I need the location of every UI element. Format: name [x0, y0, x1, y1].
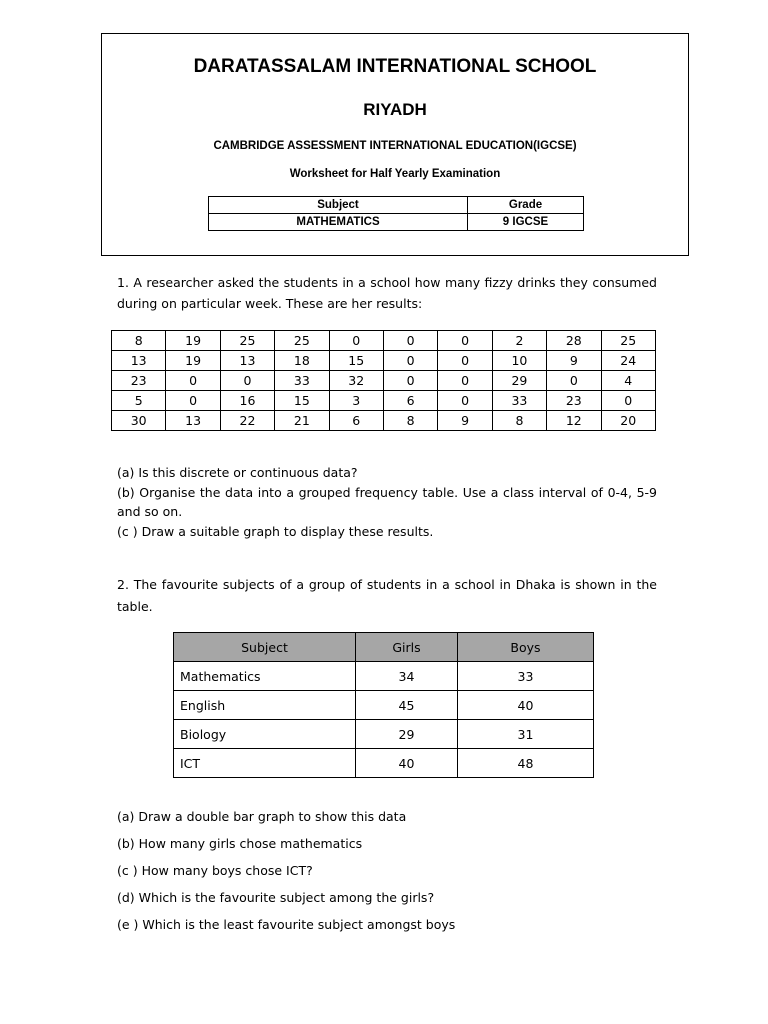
data-cell: 8 [383, 411, 437, 431]
subject-cell: ICT [174, 749, 356, 778]
worksheet-title: Worksheet for Half Yearly Examination [289, 168, 501, 180]
data-cell: 15 [275, 391, 329, 411]
fizzy-drinks-table [111, 330, 656, 431]
data-cell: 18 [275, 351, 329, 371]
col-subject: Subject [174, 633, 356, 662]
data-cell: 24 [601, 351, 655, 371]
table-row [112, 391, 656, 411]
data-cell: 5 [112, 391, 166, 411]
table-row [174, 720, 594, 749]
q1-part-b: (b) Organise the data into a grouped frequency table. Use a class interval of 0-4, 5-9 and so on. [117, 484, 657, 519]
data-cell: 19 [166, 351, 220, 371]
data-cell: 33 [492, 391, 546, 411]
girls-cell: 29 [356, 720, 458, 749]
q2-part-c: (c ) How many boys chose ICT? [117, 863, 313, 878]
girls-cell: 45 [356, 691, 458, 720]
data-cell: 10 [492, 351, 546, 371]
data-cell: 0 [601, 391, 655, 411]
question-2 [117, 574, 657, 618]
data-cell: 30 [112, 411, 166, 431]
data-cell: 19 [166, 331, 220, 351]
question-2-parts [117, 803, 455, 938]
q2-part-e: (e ) Which is the least favourite subject amongst boys [117, 917, 456, 932]
subject-grade-table [208, 196, 584, 231]
data-cell: 0 [220, 371, 274, 391]
data-cell: 0 [383, 351, 437, 371]
data-cell: 0 [438, 351, 492, 371]
school-name: DARATASSALAM INTERNATIONAL SCHOOL [193, 56, 597, 77]
col-girls: Girls [356, 633, 458, 662]
data-cell: 21 [275, 411, 329, 431]
data-cell: 8 [112, 331, 166, 351]
data-cell: 9 [547, 351, 601, 371]
data-cell: 0 [383, 371, 437, 391]
data-cell: 0 [438, 331, 492, 351]
city-name: RIYADH [363, 100, 427, 119]
data-cell: 4 [601, 371, 655, 391]
data-cell: 2 [492, 331, 546, 351]
q1-part-a: (a) Is this discrete or continuous data? [117, 465, 358, 480]
boys-cell: 31 [458, 720, 594, 749]
data-cell: 23 [112, 371, 166, 391]
table-header-row [174, 633, 594, 662]
question-1-parts [117, 463, 657, 541]
girls-cell: 40 [356, 749, 458, 778]
table-row [112, 331, 656, 351]
data-cell: 9 [438, 411, 492, 431]
girls-cell: 34 [356, 662, 458, 691]
data-cell: 6 [383, 391, 437, 411]
subject-header: Subject [209, 197, 468, 214]
header-box [101, 33, 689, 256]
data-cell: 0 [166, 391, 220, 411]
data-cell: 25 [601, 331, 655, 351]
data-cell: 13 [166, 411, 220, 431]
table-row [112, 411, 656, 431]
exam-board: CAMBRIDGE ASSESSMENT INTERNATIONAL EDUCATION(IGCSE) [213, 140, 577, 152]
data-cell: 0 [547, 371, 601, 391]
data-cell: 0 [383, 331, 437, 351]
table-row [112, 351, 656, 371]
table-row [112, 371, 656, 391]
data-cell: 12 [547, 411, 601, 431]
data-cell: 15 [329, 351, 383, 371]
table-row [174, 749, 594, 778]
data-cell: 6 [329, 411, 383, 431]
subject-cell: Biology [174, 720, 356, 749]
boys-cell: 40 [458, 691, 594, 720]
grade-header: Grade [468, 197, 584, 214]
data-cell: 28 [547, 331, 601, 351]
data-cell: 32 [329, 371, 383, 391]
data-cell: 29 [492, 371, 546, 391]
q2-part-b: (b) How many girls chose mathematics [117, 836, 363, 851]
data-cell: 0 [438, 371, 492, 391]
question-2-text: 2. The favourite subjects of a group of students in a school in Dhaka is shown in the table. [117, 577, 657, 614]
data-cell: 22 [220, 411, 274, 431]
data-cell: 3 [329, 391, 383, 411]
question-1-text: 1. A researcher asked the students in a school how many fizzy drinks they consumed during on particular week. These are her results: [117, 275, 657, 311]
data-cell: 23 [547, 391, 601, 411]
data-cell: 0 [329, 331, 383, 351]
table-row [174, 691, 594, 720]
q2-part-a: (a) Draw a double bar graph to show this data [117, 809, 407, 824]
q1-part-c: (c ) Draw a suitable graph to display these results. [117, 523, 434, 539]
table-row [174, 662, 594, 691]
question-1 [117, 272, 657, 314]
grade-value: 9 IGCSE [468, 214, 584, 231]
col-boys: Boys [458, 633, 594, 662]
data-cell: 16 [220, 391, 274, 411]
q2-part-d: (d) Which is the favourite subject among the girls? [117, 890, 435, 905]
data-cell: 33 [275, 371, 329, 391]
data-cell: 20 [601, 411, 655, 431]
boys-cell: 48 [458, 749, 594, 778]
data-cell: 25 [275, 331, 329, 351]
favourite-subjects-table [173, 632, 594, 778]
data-cell: 0 [166, 371, 220, 391]
data-cell: 8 [492, 411, 546, 431]
subject-cell: English [174, 691, 356, 720]
data-cell: 0 [438, 391, 492, 411]
boys-cell: 33 [458, 662, 594, 691]
data-cell: 13 [220, 351, 274, 371]
subject-value: MATHEMATICS [209, 214, 468, 231]
subject-cell: Mathematics [174, 662, 356, 691]
data-cell: 25 [220, 331, 274, 351]
data-cell: 13 [112, 351, 166, 371]
